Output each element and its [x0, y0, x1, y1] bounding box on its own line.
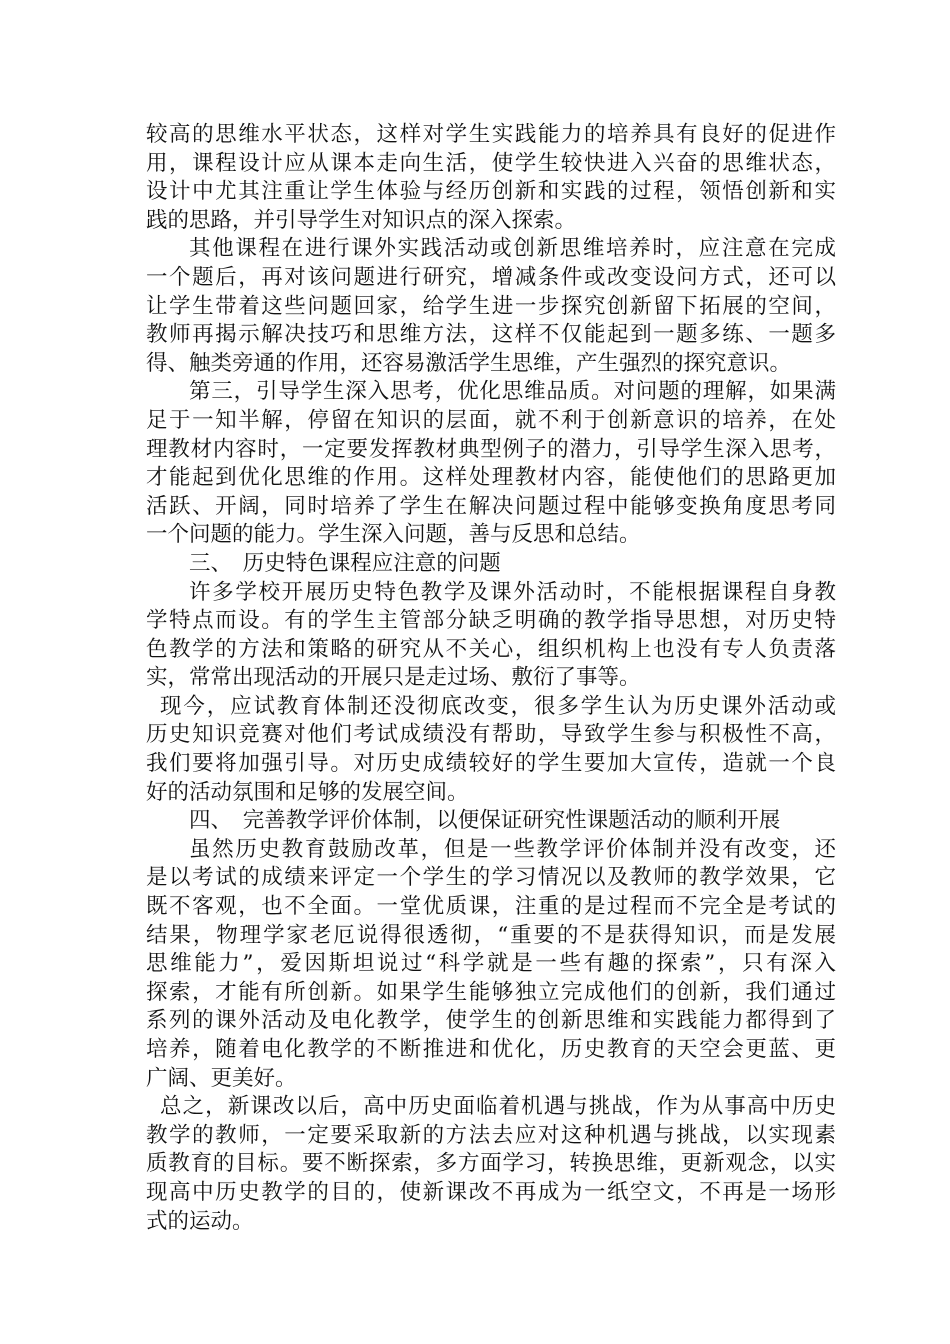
text-line: 好的活动氛围和足够的发展空间。: [146, 779, 469, 805]
text-line: 质教育的目标。要不断探索，多方面学习，转换思维，更新观念，以实: [146, 1151, 836, 1177]
text-line: 思维能力”，爱因斯坦说过“科学就是一些有趣的探索”，只有深入: [146, 951, 836, 977]
text-line: 实，常常出现活动的开展只是走过场、敷衍了事等。: [146, 665, 641, 691]
text-line: 学特点而设。有的学生主管部分缺乏明确的教学指导思想，对历史特: [146, 608, 836, 634]
text-line: 教学的教师，一定要采取新的方法去应对这种机遇与挑战，以实现素: [146, 1122, 836, 1148]
text-line: 历史知识竞赛对他们考试成绩没有帮助，导致学生参与积极性不高，: [146, 722, 836, 748]
text-line: 色教学的方法和策略的研究从不关心，组织机构上也没有专人负责落: [146, 636, 836, 662]
text-line: 活跃、开阔，同时培养了学生在解决问题过程中能够变换角度思考同: [146, 493, 836, 519]
text-line: 四、 完善教学评价体制，以便保证研究性课题活动的顺利开展: [189, 808, 781, 834]
text-line: 较高的思维水平状态，这样对学生实践能力的培养具有良好的促进作: [146, 122, 836, 147]
text-line: 其他课程在进行课外实践活动或创新思维培养时，应注意在完成: [189, 236, 836, 262]
text-line: 教师再揭示解决技巧和思维方法，这样不仅能起到一题多练、一题多: [146, 322, 836, 348]
text-line: 足于一知半解，停留在知识的层面，就不利于创新意识的培养，在处: [146, 407, 836, 433]
text-line: 总之，新课改以后，高中历史面临着机遇与挑战，作为从事高中历史: [160, 1094, 836, 1120]
text-line: 许多学校开展历史特色教学及课外活动时，不能根据课程自身教: [189, 579, 836, 605]
text-line: 三、 历史特色课程应注意的问题: [189, 550, 501, 576]
text-line: 一个题后，再对该问题进行研究，增减条件或改变设问方式，还可以: [146, 264, 836, 290]
text-line: 得、触类旁通的作用，还容易激活学生思维，产生强烈的探究意识。: [146, 350, 792, 376]
text-line: 才能起到优化思维的作用。这样处理教材内容，能使他们的思路更加: [146, 465, 836, 491]
text-line: 用，课程设计应从课本走向生活，使学生较快进入兴奋的思维状态，: [146, 150, 836, 176]
text-line: 式的运动。: [146, 1208, 254, 1234]
text-line: 我们要将加强引导。对历史成绩较好的学生要加大宣传，造就一个良: [146, 751, 836, 777]
text-line: 既不客观，也不全面。一堂优质课，注重的是过程而不完全是考试的: [146, 894, 836, 920]
text-line: 第三，引导学生深入思考，优化思维品质。对问题的理解，如果满: [189, 379, 836, 405]
text-line: 让学生带着这些问题回家，给学生进一步探究创新留下拓展的空间，: [146, 293, 836, 319]
text-line: 现高中历史教学的目的，使新课改不再成为一纸空文，不再是一场形: [146, 1179, 836, 1205]
text-line: 系列的课外活动及电化教学，使学生的创新思维和实践能力都得到了: [146, 1008, 836, 1034]
text-line: 是以考试的成绩来评定一个学生的学习情况以及教师的教学效果，它: [146, 865, 836, 891]
text-line: 结果，物理学家老厄说得很透彻，“重要的不是获得知识，而是发展: [146, 922, 836, 948]
body-text: [146, 121, 836, 1236]
text-line: 理教材内容时，一定要发挥教材典型例子的潜力，引导学生深入思考，: [146, 436, 836, 462]
text-line: 现今，应试教育体制还没彻底改变，很多学生认为历史课外活动或: [160, 693, 836, 719]
text-line: 培养，随着电化教学的不断推进和优化，历史教育的天空会更蓝、更: [146, 1037, 836, 1062]
text-line: 一个问题的能力。学生深入问题，善与反思和总结。: [146, 522, 641, 548]
text-line: 探索，才能有所创新。如果学生能够独立完成他们的创新，我们通过: [146, 979, 836, 1005]
text-line: 践的思路，并引导学生对知识点的深入探索。: [146, 207, 577, 233]
text-line: 设计中尤其注重让学生体验与经历创新和实践的过程，领悟创新和实: [146, 179, 836, 205]
text-line: 广阔、更美好。: [146, 1065, 297, 1091]
text-line: 虽然历史教育鼓励改革，但是一些教学评价体制并没有改变，还: [189, 836, 836, 862]
